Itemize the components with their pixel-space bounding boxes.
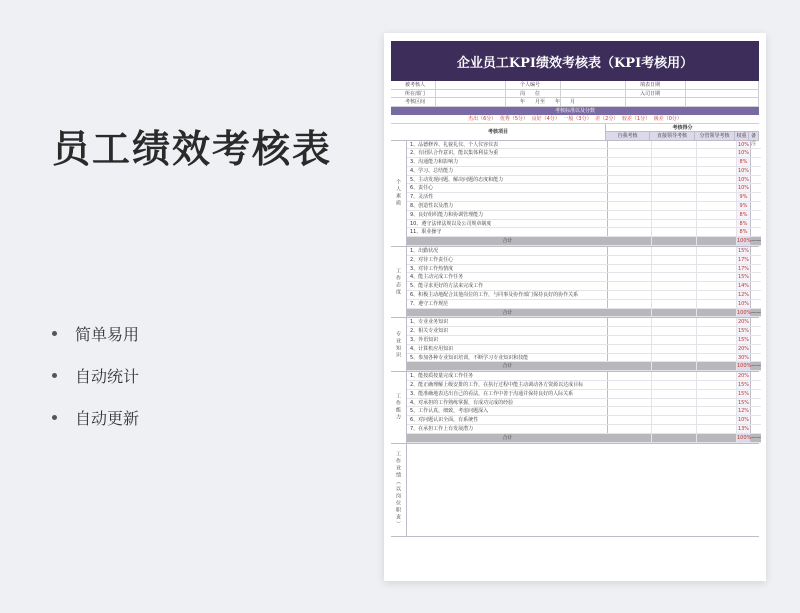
score-cell[interactable] — [608, 291, 652, 299]
remark-cell — [751, 149, 761, 157]
score-cell[interactable] — [652, 141, 697, 149]
feature-item — [52, 354, 139, 396]
score-cell[interactable] — [697, 237, 737, 245]
item-text: 4、计算机应用知识 — [407, 345, 608, 353]
weight-cell: 15% — [737, 382, 750, 389]
feature-item — [52, 396, 139, 438]
sheet-title: 企业员工KPI绩效考核表（KPI考核用） — [391, 41, 759, 81]
feature-item — [52, 312, 139, 354]
item-text: 4、能主动完成工作任务 — [407, 273, 608, 281]
table-row — [407, 291, 761, 300]
info-block — [391, 81, 759, 107]
score-cell[interactable] — [652, 158, 697, 166]
feature-list — [52, 312, 139, 438]
score-cell[interactable] — [608, 237, 652, 245]
weight-cell: 10% — [737, 300, 750, 307]
item-text: 5、工作认真，细致，考虑问题深入 — [407, 407, 608, 415]
category-label: 工作能力 — [391, 372, 407, 442]
weight-cell: 15% — [737, 337, 750, 344]
remark-cell — [751, 141, 761, 149]
remark-cell — [751, 372, 761, 380]
remark-cell — [751, 211, 761, 219]
table-row — [407, 184, 761, 193]
remark-cell — [751, 407, 761, 415]
section — [391, 372, 759, 443]
score-cell[interactable] — [608, 372, 652, 380]
table-row — [407, 381, 761, 390]
weight-cell: 15% — [737, 390, 750, 397]
score-cell[interactable] — [608, 273, 652, 281]
total-label: 合计 — [502, 363, 513, 370]
score-cell[interactable] — [652, 327, 697, 335]
score-cell[interactable] — [608, 354, 652, 362]
table-row — [407, 273, 761, 282]
remark-cell — [751, 282, 761, 290]
info-cell: 入司日期 — [626, 90, 686, 98]
info-cell — [686, 90, 759, 98]
info-cell: 填表日期 — [626, 81, 686, 89]
remark-cell — [751, 167, 761, 175]
score-cell[interactable] — [697, 247, 737, 255]
total-row — [407, 309, 761, 318]
weight-cell: 10% — [737, 167, 750, 174]
header-weight: 权重 — [735, 132, 749, 140]
section-performance — [391, 444, 759, 537]
score-cell[interactable] — [608, 211, 652, 219]
info-cell — [626, 98, 686, 106]
table-row — [407, 407, 761, 416]
score-cell[interactable] — [608, 345, 652, 353]
score-cell[interactable] — [697, 309, 737, 317]
weight-cell: 100% — [737, 434, 752, 441]
info-row — [391, 81, 759, 90]
info-cell — [561, 98, 626, 106]
weight-cell: 8% — [737, 220, 751, 228]
score-cell[interactable] — [608, 399, 652, 407]
score-cell[interactable] — [652, 372, 697, 380]
table-row — [407, 176, 761, 185]
score-cell[interactable] — [608, 336, 652, 344]
score-cell[interactable] — [652, 149, 697, 157]
score-cell[interactable] — [652, 345, 697, 353]
info-cell: 考核区间 — [391, 98, 436, 106]
score-cell[interactable] — [608, 176, 652, 184]
table-row — [407, 193, 761, 202]
table-row — [407, 345, 761, 354]
info-row — [391, 90, 759, 99]
score-cell[interactable] — [652, 193, 697, 201]
score-cell[interactable] — [652, 434, 697, 442]
item-text: 7、灵活性 — [407, 193, 608, 201]
weight-cell: 17% — [737, 265, 750, 272]
score-cell[interactable] — [697, 291, 737, 299]
remark-cell — [751, 158, 761, 166]
section — [391, 247, 759, 318]
score-cell[interactable] — [697, 407, 737, 415]
score-cell[interactable] — [608, 381, 652, 389]
item-text: 7、在承担工作上有发展潜力 — [407, 425, 608, 433]
score-cell[interactable] — [652, 211, 697, 219]
remark-cell — [751, 425, 761, 433]
table-row — [407, 141, 761, 150]
weight-cell: 12% — [737, 408, 750, 415]
weight-cell: 9% — [737, 193, 751, 201]
score-cell[interactable] — [697, 167, 737, 175]
table-row — [407, 300, 761, 309]
table-row — [407, 202, 761, 211]
header-item: 考核项目 — [391, 124, 606, 140]
weight-cell: 10% — [737, 150, 750, 157]
header-manager: 分管领导考核 — [695, 132, 735, 140]
kpi-sheet-preview — [384, 33, 766, 581]
header-score: 考核得分 — [606, 124, 759, 132]
score-cell[interactable] — [608, 362, 652, 370]
table-row — [407, 327, 761, 336]
item-text: 9、良好组织能力和协调管理能力 — [407, 211, 608, 219]
score-cell[interactable] — [697, 228, 737, 236]
score-cell[interactable] — [697, 158, 737, 166]
score-cell[interactable] — [697, 282, 737, 290]
remark-cell — [751, 390, 761, 398]
score-cell[interactable] — [608, 434, 652, 442]
item-text: 1、品德修养、礼貌礼仪、个人仪容仪表 — [407, 141, 608, 149]
score-cell[interactable] — [652, 176, 697, 184]
weight-cell: 8% — [737, 158, 751, 166]
score-cell[interactable] — [697, 202, 737, 210]
score-cell[interactable] — [652, 202, 697, 210]
score-cell[interactable] — [652, 390, 697, 398]
score-cell[interactable] — [652, 425, 697, 433]
score-cell[interactable] — [608, 425, 652, 433]
table-row — [407, 167, 761, 176]
score-cell[interactable] — [697, 390, 737, 398]
info-cell — [686, 98, 759, 106]
weight-cell: 20% — [737, 319, 750, 326]
info-cell: 岗 位 — [506, 90, 561, 98]
remark-cell — [751, 193, 761, 201]
score-cell[interactable] — [697, 381, 737, 389]
info-cell — [561, 81, 626, 89]
remark-cell — [751, 176, 761, 184]
score-cell[interactable] — [652, 300, 697, 308]
item-text: 6、责任心 — [407, 184, 608, 192]
table-row — [407, 247, 761, 256]
weight-cell: 8% — [737, 228, 751, 236]
total-label: 合计 — [502, 309, 513, 316]
remark-cell — [751, 202, 761, 210]
bullet-icon — [52, 415, 57, 420]
info-cell — [686, 81, 759, 89]
score-cell[interactable] — [608, 256, 652, 264]
table-row — [407, 318, 761, 327]
table-row — [407, 228, 761, 237]
info-cell: 年 月至 年 月 — [506, 98, 561, 106]
score-cell[interactable] — [608, 318, 652, 326]
remark-cell: —— — [751, 434, 761, 441]
table-row — [407, 211, 761, 220]
category-label: 工作业绩（以岗位职责） — [391, 444, 407, 536]
score-cell[interactable] — [608, 390, 652, 398]
category-label: 工作态度 — [391, 247, 407, 317]
weight-cell: 20% — [737, 373, 750, 380]
weight-cell: 15% — [737, 248, 750, 255]
score-cell[interactable] — [652, 184, 697, 192]
category-label: 个人素质 — [391, 141, 407, 247]
remark-cell: —— — [751, 309, 761, 316]
score-cell[interactable] — [697, 265, 737, 273]
total-label: 合计 — [502, 238, 513, 245]
score-cell[interactable] — [608, 184, 652, 192]
table-row — [407, 256, 761, 265]
weight-cell: 20% — [737, 345, 750, 352]
feature-label: 自动更新 — [75, 408, 140, 428]
score-cell[interactable] — [652, 237, 697, 245]
score-cell[interactable] — [697, 141, 737, 149]
item-text: 10、遵守法律法规以及公司规章制度 — [407, 220, 608, 228]
weight-cell: 100% — [737, 309, 752, 316]
table-row — [407, 336, 761, 345]
score-cell[interactable] — [652, 247, 697, 255]
score-cell[interactable] — [652, 309, 697, 317]
score-cell[interactable] — [608, 149, 652, 157]
item-text: 2、对待工作责任心 — [407, 256, 608, 264]
score-cell[interactable] — [697, 362, 737, 370]
score-cell[interactable] — [697, 336, 737, 344]
table-row — [407, 399, 761, 408]
remark-cell — [751, 345, 761, 353]
item-text: 3、外语知识 — [407, 336, 608, 344]
info-cell: 个人编号 — [506, 81, 561, 89]
remark-cell — [751, 381, 761, 389]
info-row — [391, 98, 759, 107]
weight-cell: 10% — [737, 141, 750, 148]
score-cell[interactable] — [697, 354, 737, 362]
item-text: 5、参加各种专业知识培训，不断学习专业知识和技能 — [407, 354, 608, 362]
score-cell[interactable] — [652, 282, 697, 290]
score-cell[interactable] — [697, 318, 737, 326]
score-cell[interactable] — [697, 345, 737, 353]
score-cell[interactable] — [697, 372, 737, 380]
item-text: 1、出勤状况 — [407, 247, 608, 255]
item-text: 3、对待工作热情度 — [407, 265, 608, 273]
item-text: 6、积极主动地配合其他岗位的工作，与同事及协作部门保持良好的协作关系 — [407, 291, 608, 299]
standard-title: 考核标准以及分数 — [391, 107, 759, 115]
weight-cell: 30% — [737, 354, 750, 361]
score-cell[interactable] — [608, 327, 652, 335]
score-cell[interactable] — [652, 381, 697, 389]
remark-cell — [751, 336, 761, 344]
score-cell[interactable] — [652, 416, 697, 424]
weight-cell: 15% — [737, 274, 750, 281]
standard-values: 杰出（6分） 优秀（5分） 良好（4分） 一般（3分） 差（2分） 较差（1分） 极差（0分） — [391, 115, 759, 124]
table-row — [407, 220, 761, 229]
total-row — [407, 362, 761, 371]
score-cell[interactable] — [652, 318, 697, 326]
feature-label: 简单易用 — [75, 324, 140, 344]
score-cell[interactable] — [652, 336, 697, 344]
item-text: 2、相关专业知识 — [407, 327, 608, 335]
item-text: 1、能按质按量完成工作任务 — [407, 372, 608, 380]
remark-cell — [751, 318, 761, 326]
remark-cell — [751, 399, 761, 407]
weight-cell: 9% — [737, 202, 751, 210]
remark-cell — [751, 228, 761, 236]
score-cell[interactable] — [652, 167, 697, 175]
section — [391, 141, 759, 248]
weight-cell: 15% — [737, 399, 750, 406]
score-cell[interactable] — [608, 309, 652, 317]
remark-cell — [751, 416, 761, 424]
remark-cell — [751, 256, 761, 264]
score-cell[interactable] — [652, 407, 697, 415]
item-text: 6、对问题认识全面，有系统性 — [407, 416, 608, 424]
score-cell[interactable] — [697, 434, 737, 442]
item-text: 5、能寻求更好的方法来完成工作 — [407, 282, 608, 290]
remark-cell — [751, 247, 761, 255]
total-row — [407, 237, 761, 246]
item-text: 1、专业业务知识 — [407, 318, 608, 326]
weight-cell: 100% — [737, 363, 752, 370]
score-cell[interactable] — [652, 265, 697, 273]
item-text: 2、有团队合作意识，能以集体利益为重 — [407, 149, 608, 157]
hero-title: 员工绩效考核表 — [52, 127, 333, 171]
score-cell[interactable] — [697, 399, 737, 407]
score-cell[interactable] — [697, 176, 737, 184]
remark-cell — [751, 354, 761, 362]
remark-cell — [751, 291, 761, 299]
weight-cell: 100% — [737, 238, 752, 245]
remark-cell — [751, 300, 761, 308]
table-row — [407, 425, 761, 434]
info-cell — [561, 90, 626, 98]
score-cell[interactable] — [608, 282, 652, 290]
header-remark: 备注 — [749, 132, 759, 140]
score-cell[interactable] — [652, 399, 697, 407]
score-cell[interactable] — [608, 141, 652, 149]
remark-cell — [751, 265, 761, 273]
weight-cell: 12% — [737, 292, 750, 299]
score-cell[interactable] — [697, 184, 737, 192]
score-cell[interactable] — [608, 167, 652, 175]
remark-cell: —— — [751, 238, 761, 245]
score-cell[interactable] — [608, 220, 652, 228]
score-cell[interactable] — [697, 327, 737, 335]
item-text: 5、主动发现问题、解决问题的态度和能力 — [407, 176, 608, 184]
item-text: 3、能准确地表达出自己的看法，在工作中善于沟通并保持良好的人际关系 — [407, 390, 608, 398]
table-row — [407, 158, 761, 167]
score-cell[interactable] — [608, 407, 652, 415]
table-row — [407, 354, 761, 363]
total-row — [407, 434, 761, 443]
score-cell[interactable] — [652, 273, 697, 281]
table-row — [407, 149, 761, 158]
info-cell: 所在部门 — [391, 90, 436, 98]
score-cell[interactable] — [697, 220, 737, 228]
score-cell[interactable] — [608, 416, 652, 424]
score-cell[interactable] — [608, 300, 652, 308]
score-cell[interactable] — [608, 247, 652, 255]
table-row — [407, 282, 761, 291]
item-text: 8、创造性以及潜力 — [407, 202, 608, 210]
score-cell[interactable] — [697, 300, 737, 308]
score-cell[interactable] — [652, 354, 697, 362]
total-label: 合计 — [502, 434, 513, 441]
weight-cell: 10% — [737, 417, 750, 424]
score-cell[interactable] — [652, 256, 697, 264]
table-row — [407, 372, 761, 381]
score-cell[interactable] — [608, 158, 652, 166]
score-cell[interactable] — [608, 193, 652, 201]
info-cell: 被考核人 — [391, 81, 436, 89]
weight-cell: 10% — [737, 176, 750, 183]
score-cell[interactable] — [697, 149, 737, 157]
score-cell[interactable] — [697, 425, 737, 433]
item-text: 4、学习、总结能力 — [407, 167, 608, 175]
score-cell[interactable] — [652, 220, 697, 228]
sections — [391, 141, 759, 444]
weight-cell: 15% — [737, 328, 750, 335]
weight-cell: 13% — [737, 426, 750, 432]
info-cell — [436, 81, 506, 89]
table-row — [407, 416, 761, 425]
item-text: 7、遵守工作规范 — [407, 300, 608, 308]
bullet-icon — [52, 373, 57, 378]
score-cell[interactable] — [697, 256, 737, 264]
weight-cell: 14% — [737, 283, 750, 290]
item-text: 11、职业操守 — [407, 228, 608, 236]
score-cell[interactable] — [697, 193, 737, 201]
header-director: 直接领导考核 — [650, 132, 695, 140]
weight-cell: 8% — [737, 211, 751, 219]
item-text: 3、沟通能力和影响力 — [407, 158, 608, 166]
section — [391, 318, 759, 372]
header-self: 自我考核 — [606, 132, 650, 140]
score-cell[interactable] — [697, 211, 737, 219]
score-cell[interactable] — [608, 228, 652, 236]
table-row — [407, 390, 761, 399]
category-label: 专业知识 — [391, 318, 407, 371]
score-cell[interactable] — [608, 202, 652, 210]
remark-cell — [751, 220, 761, 228]
bullet-icon — [52, 331, 57, 336]
remark-cell — [751, 273, 761, 281]
item-text: 4、对承担的工作熟练掌握，有成功完成的经验 — [407, 399, 608, 407]
score-cell[interactable] — [697, 416, 737, 424]
feature-label: 自动统计 — [75, 366, 140, 386]
weight-cell: 17% — [737, 256, 750, 263]
info-cell — [436, 98, 506, 106]
score-cell[interactable] — [652, 228, 697, 236]
score-cell[interactable] — [652, 362, 697, 370]
item-text: 2、能正确理解上级安排的工作，在执行过程中能主动调动各方资源以达成目标 — [407, 381, 608, 389]
info-cell — [436, 90, 506, 98]
table-row — [407, 265, 761, 274]
score-cell[interactable] — [697, 273, 737, 281]
remark-cell — [751, 184, 761, 192]
score-cell[interactable] — [652, 291, 697, 299]
weight-cell: 10% — [737, 185, 750, 192]
remark-cell — [751, 327, 761, 335]
score-cell[interactable] — [608, 265, 652, 273]
remark-cell: —— — [751, 363, 761, 370]
